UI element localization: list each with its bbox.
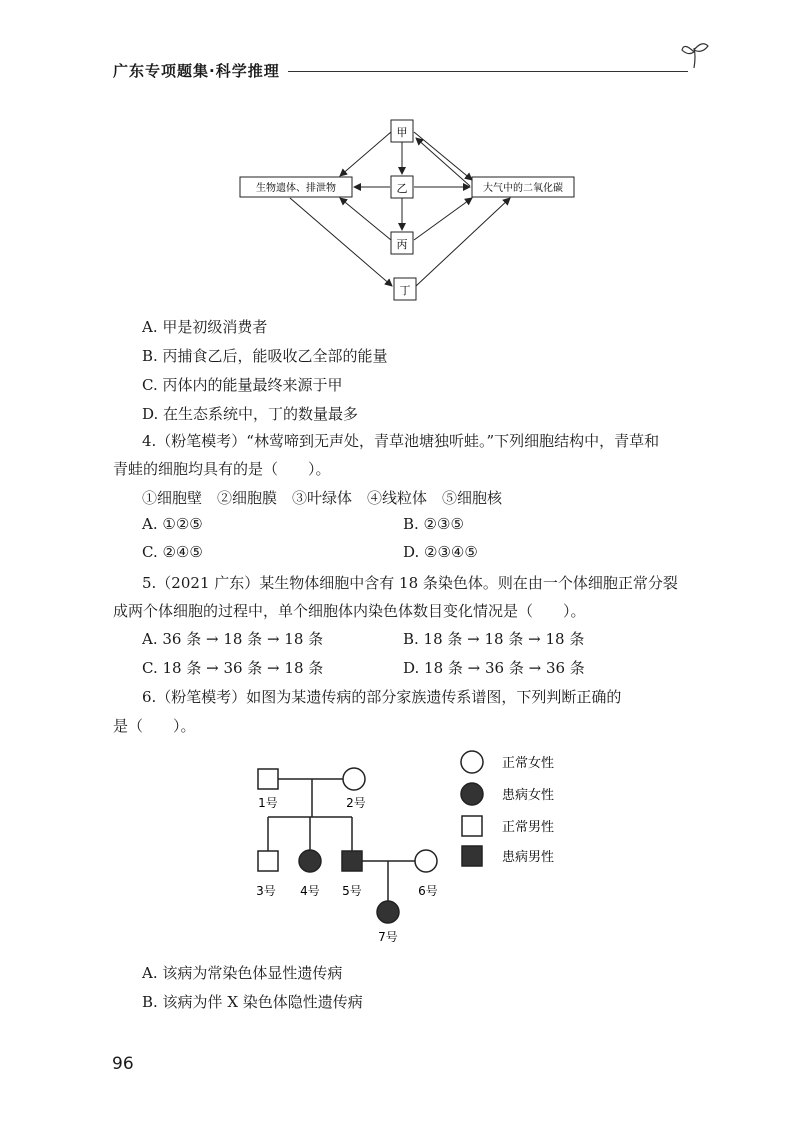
arrow-bing-co2 bbox=[414, 198, 472, 240]
q4-option-c: C. ②④⑤ bbox=[142, 543, 203, 561]
q4-items: ①细胞壁 ②细胞膜 ③叶绿体 ④线粒体 ⑤细胞核 bbox=[142, 489, 503, 507]
legend-affected-male-symbol bbox=[462, 846, 482, 866]
label-2: 2号 bbox=[346, 796, 366, 810]
node-bing-label: 丙 bbox=[396, 238, 408, 251]
arrow-jia-co2 bbox=[414, 132, 472, 180]
pedigree-legend bbox=[458, 748, 588, 870]
legend-affected-female-symbol bbox=[461, 783, 483, 805]
node-co2-label: 大气中的二氧化碳 bbox=[483, 183, 563, 194]
legend-normal-male-symbol bbox=[462, 816, 482, 836]
arrow-jia-remains bbox=[340, 132, 391, 176]
label-7: 7号 bbox=[378, 930, 398, 944]
q5-option-c: C. 18 条 → 36 条 → 18 条 bbox=[142, 659, 324, 677]
arrow-ding-co2 bbox=[416, 198, 510, 286]
page-number: 96 bbox=[112, 1054, 134, 1074]
legend-normal-male: 正常男性 bbox=[502, 820, 555, 835]
label-4: 4号 bbox=[300, 884, 320, 898]
node-remains-label: 生物遗体、排泄物 bbox=[256, 183, 336, 194]
node-ding-label: 丁 bbox=[399, 284, 411, 297]
person-2-normal-female bbox=[343, 768, 365, 790]
q5-stem-line1: 5.（2021 广东）某生物体细胞中含有 18 条染色体。则在由一个体细胞正常分裂 bbox=[142, 574, 678, 592]
pedigree-chart bbox=[240, 745, 460, 950]
q3-option-a: A. 甲是初级消费者 bbox=[142, 318, 268, 336]
q3-option-c: C. 丙体内的能量最终来源于甲 bbox=[142, 376, 343, 394]
running-header: 广东专项题集·科学推理 bbox=[113, 62, 280, 80]
node-yi-label: 乙 bbox=[396, 182, 408, 195]
q6-stem-line2: 是（ ）。 bbox=[113, 717, 196, 735]
sprout-icon bbox=[680, 38, 720, 72]
q5-option-a: A. 36 条 → 18 条 → 18 条 bbox=[142, 630, 324, 648]
q5-option-b: B. 18 条 → 18 条 → 18 条 bbox=[403, 630, 585, 648]
label-6: 6号 bbox=[418, 884, 438, 898]
q4-option-a: A. ①②⑤ bbox=[142, 515, 203, 533]
q6-option-a: A. 该病为常染色体显性遗传病 bbox=[142, 964, 343, 982]
header-rule bbox=[288, 71, 688, 72]
q6-stem-line1: 6.（粉笔模考）如图为某遗传病的部分家族遗传系谱图，下列判断正确的 bbox=[142, 688, 622, 706]
legend-normal-female-symbol bbox=[461, 751, 483, 773]
person-1-normal-male bbox=[258, 769, 278, 789]
arrow-remains-ding bbox=[290, 198, 392, 286]
arrow-co2-jia bbox=[416, 138, 470, 186]
person-3-normal-male bbox=[258, 851, 278, 871]
person-6-normal-female bbox=[415, 850, 437, 872]
q6-option-b: B. 该病为伴 X 染色体隐性遗传病 bbox=[142, 993, 363, 1011]
q3-option-d: D. 在生态系统中，丁的数量最多 bbox=[142, 405, 359, 423]
q4-option-b: B. ②③⑤ bbox=[403, 515, 464, 533]
q4-stem-line2: 青蛙的细胞均具有的是（ ）。 bbox=[113, 460, 331, 478]
person-5-affected-male bbox=[342, 851, 362, 871]
legend-normal-female: 正常女性 bbox=[502, 756, 555, 771]
legend-affected-female: 患病女性 bbox=[502, 788, 555, 803]
arrow-bing-remains bbox=[340, 198, 391, 240]
q3-option-b: B. 丙捕食乙后，能吸收乙全部的能量 bbox=[142, 347, 388, 365]
q5-stem-line2: 成两个体细胞的过程中，单个细胞体内染色体数目变化情况是（ ）。 bbox=[113, 602, 586, 620]
legend-affected-male: 患病男性 bbox=[502, 850, 555, 865]
label-3: 3号 bbox=[256, 884, 276, 898]
person-7-affected-female bbox=[377, 901, 399, 923]
node-jia-label: 甲 bbox=[396, 126, 408, 139]
carbon-cycle-diagram bbox=[230, 110, 590, 310]
person-4-affected-female bbox=[299, 850, 321, 872]
label-1: 1号 bbox=[258, 796, 278, 810]
q4-stem-line1: 4.（粉笔模考）“林莺啼到无声处，青草池塘独听蛙。”下列细胞结构中，青草和 bbox=[142, 432, 660, 450]
q5-option-d: D. 18 条 → 36 条 → 36 条 bbox=[403, 659, 585, 677]
q4-option-d: D. ②③④⑤ bbox=[403, 543, 478, 561]
label-5: 5号 bbox=[342, 884, 362, 898]
